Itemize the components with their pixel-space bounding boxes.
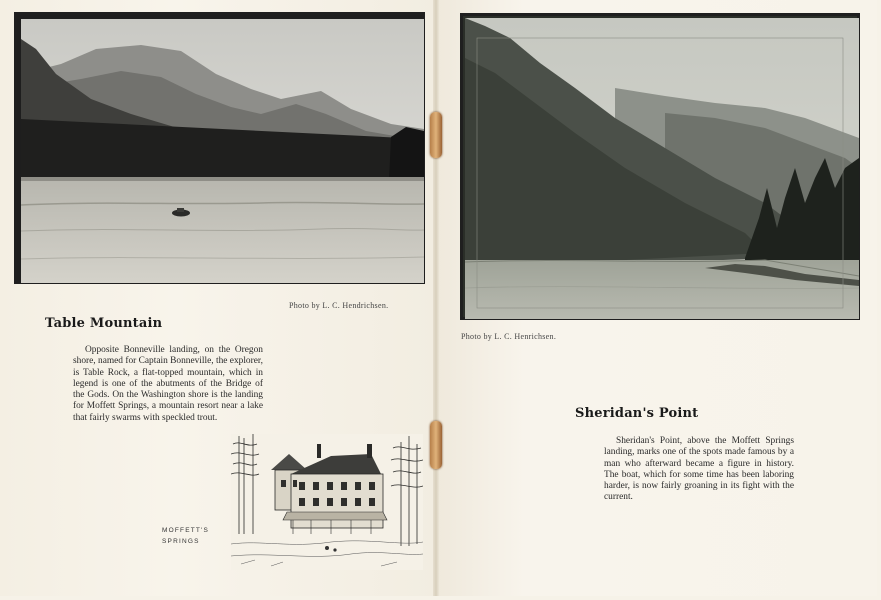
section-heading: Table Mountain (45, 316, 163, 331)
section-body-text: Opposite Bonneville landing, on the Oregon shore, named for Captain Bonneville, the explorer, is Table Rock, a flat-topped mountain, which in legend is one of the abutments of the Bridge of the Gods. On the Washington shore is the landing for Moffett Springs, a mountain resort near a lake that fairly swarms with speckled trout. (73, 345, 263, 423)
section-body-text-right: Sheridan's Point, above the Moffett Springs landing, marks one of the spots made famous by a man who afterward became a figure in history. The boat, which for some time has been laboring harder, is now fairly groaning in its fight with the current. (604, 436, 794, 503)
table-mountain-photo-image (21, 19, 424, 283)
sketch-caption-line2: SPRINGS (162, 538, 200, 545)
photo-credit: Photo by L. C. Hendrichsen. (289, 301, 389, 310)
staple-bottom (430, 421, 442, 469)
left-page (0, 0, 437, 596)
sheridans-point-photo-image (465, 18, 859, 319)
moffett-springs-sketch (231, 434, 423, 570)
sketch-caption-line1: MOFFETT'S (162, 527, 210, 534)
staple-top (430, 112, 442, 158)
photo-credit-right: Photo by L. C. Henrichsen. (461, 332, 557, 341)
binding-gutter (433, 0, 439, 596)
section-heading-right: Sheridan's Point (575, 406, 699, 421)
table-mountain-photo (14, 12, 425, 284)
sheridans-point-photo (460, 13, 860, 320)
